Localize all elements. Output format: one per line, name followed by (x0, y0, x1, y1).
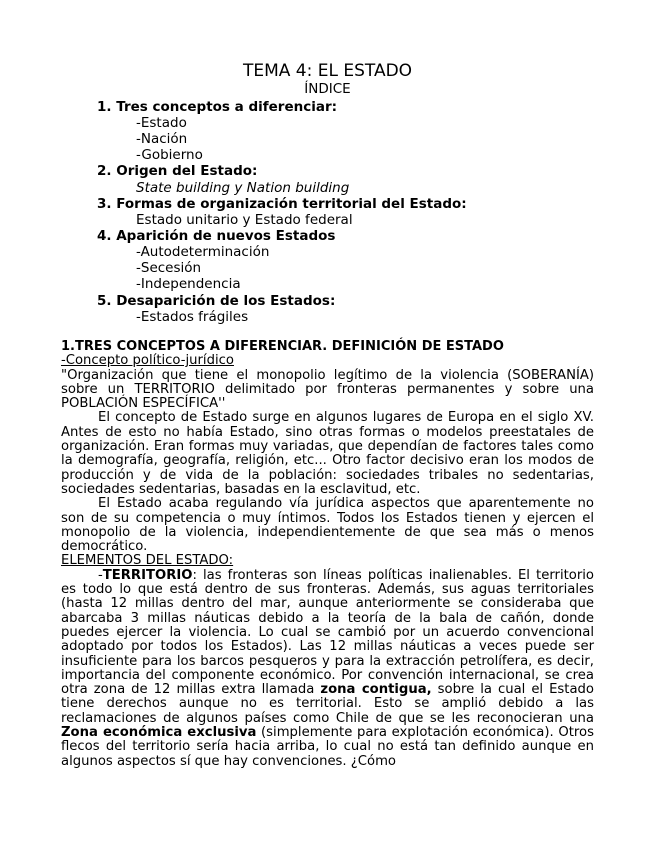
index-item-5: 5. Desaparición de los Estados: (97, 293, 336, 309)
index-subitem (136, 180, 349, 196)
index-subitem-italic: State building y Nation building (136, 180, 350, 196)
index-subitem: -Estado (136, 115, 187, 131)
term-territorio: TERRITORIO (102, 567, 193, 583)
index-item-3: 3. Formas de organización territorial del Estado: (97, 196, 467, 212)
paragraph-text: : las fronteras son líneas políticas inalienables. El territorio es todo lo que está dentro de sus fronteras. Además, sus aguas territoriales (hasta 12 millas dentro del mar, aunque anteriormente se consideraba que abarcaba 3 millas náuticas debido a la teoría de la bala de cañón, donde puedes ejercer la violencia. Lo cual se cambió por un acuerdo convencional adoptado por todos los Estados). Las 12 millas náuticas a veces puede ser insuficiente para los barcos pesqueros y para la extracción petrolífera, es decir, importancia del componente económico. Por convención internacional, se crea otra zona de 12 millas extra llamada (61, 567, 594, 698)
index-item-1: 1. Tres conceptos a diferenciar: (97, 99, 338, 115)
paragraph: El concepto de Estado surge en algunos lugares de Europa en el siglo XV. Antes de esto no había Estado, sino otras formas o modelos preestatales de organización. Eran formas muy variadas, que dependían de factores tales como la demografía, geografía, religión, etc... Otro factor decisivo eran los modos de producción y de vida de la población: sociedades tribales no sedentarias, sociedades sedentarias, basadas en la esclavitud, etc. (61, 410, 594, 497)
index-subitem: -Independencia (136, 276, 241, 292)
index-subitem: -Autodeterminación (136, 244, 270, 260)
paragraph-text: (simplemente para explotación económica). Otros flecos del territorio sería hacia arriba, lo cual no está tan definido aunque en algunos aspectos sí que hay convenciones. ¿Cómo (61, 725, 595, 769)
definition-quote: "Organización que tiene el monopolio legítimo de la violencia (SOBERANÍA) sobre un TERRITORIO delimitado por fronteras permanentes y sobre una POBLACIÓN ESPECÍFICA'' (61, 367, 594, 412)
section-heading: 1.TRES CONCEPTOS A DIFERENCIAR. DEFINICIÓN DE ESTADO (61, 339, 504, 354)
index-subitem: -Nación (136, 131, 188, 147)
term-zona-economica: Zona económica exclusiva (61, 725, 257, 741)
paragraph-text: sobre la cual el Estado tiene derechos aunque no es territorial. Esto se amplió debido a las reclamaciones de algunos países como Chile de que se les reconocieran una (61, 682, 594, 726)
territorio-paragraph (61, 569, 594, 769)
bullet-dash: - (98, 567, 103, 583)
index-subitem: -Secesión (136, 260, 202, 276)
document-body (61, 340, 594, 769)
subsection-heading: -Concepto político-jurídico (61, 353, 234, 369)
document-title: TEMA 4: EL ESTADO (242, 61, 413, 81)
index-heading: ÍNDICE (304, 81, 351, 97)
index-subitem: -Gobierno (136, 147, 203, 163)
index-subitem: -Estados frágiles (136, 309, 249, 325)
index-item-4: 4. Aparición de nuevos Estados (97, 228, 336, 244)
index-item-2: 2. Origen del Estado: (97, 163, 258, 179)
paragraph: El Estado acaba regulando vía jurídica aspectos que aparentemente no son de su competencia o muy íntimos. Todos los Estados tienen y ejercen el monopolio de la violencia, independientemente de que sea más o menos democrático. (61, 496, 594, 555)
index-subitem: Estado unitario y Estado federal (136, 212, 353, 228)
term-zona-contigua: zona contigua, (320, 682, 432, 698)
elements-heading: ELEMENTOS DEL ESTADO: (61, 553, 234, 569)
